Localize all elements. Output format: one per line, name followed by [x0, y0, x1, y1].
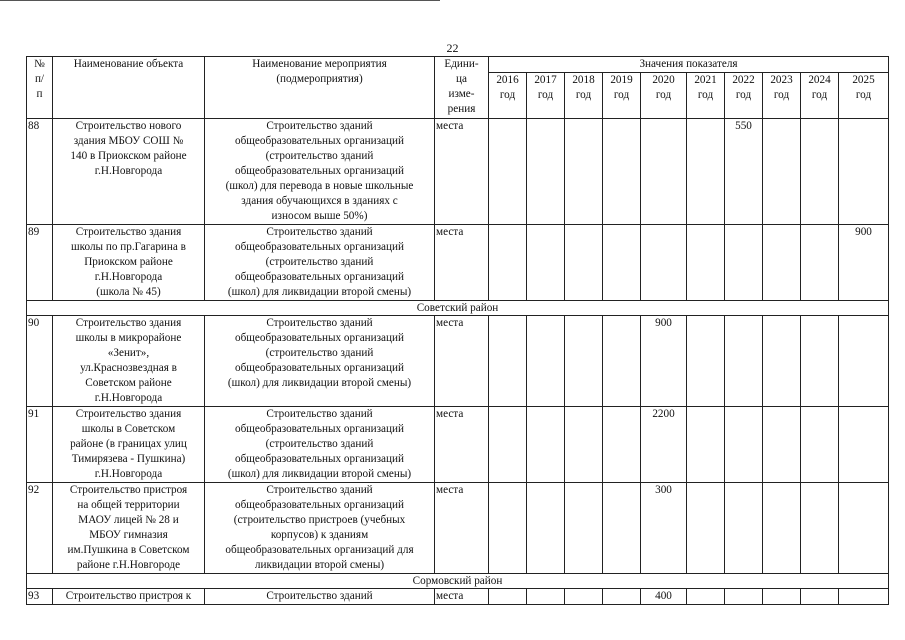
- value-cell: [527, 483, 565, 574]
- unit: места: [435, 483, 489, 574]
- activity-name: Строительство зданий общеобразовательных организаций (строительство зданий общеобразовательных организаций (школ) для ликвидации второй смены): [205, 316, 435, 407]
- value-cell: [725, 225, 763, 301]
- value-cell: [763, 483, 801, 574]
- object-name: Строительство здания школы в микрорайоне «Зенит», ул.Краснозвездная в Советском районе г.Н.Новгорода: [53, 316, 205, 407]
- value-cell: [839, 483, 889, 574]
- value-cell: [687, 483, 725, 574]
- section-row: [27, 301, 889, 316]
- value-cell: [527, 407, 565, 483]
- table-row: [27, 483, 889, 574]
- value-cell: [527, 316, 565, 407]
- unit: места: [435, 119, 489, 225]
- value-cell: 300: [641, 483, 687, 574]
- header-year: 2025 год: [839, 73, 889, 119]
- value-cell: [641, 225, 687, 301]
- activity-name: Строительство зданий общеобразовательных организаций (строительство зданий общеобразовательных организаций (школ) для ликвидации второй смены): [205, 225, 435, 301]
- value-cell: [687, 407, 725, 483]
- value-cell: [603, 119, 641, 225]
- table-row: [27, 119, 889, 225]
- section-row: [27, 574, 889, 589]
- value-cell: [565, 316, 603, 407]
- value-cell: [687, 119, 725, 225]
- value-cell: [839, 407, 889, 483]
- row-number: 92: [27, 483, 53, 574]
- header-row-1: [27, 57, 889, 73]
- value-cell: [763, 589, 801, 605]
- header-object: Наименование объекта: [53, 57, 205, 119]
- activity-name: Строительство зданий общеобразовательных организаций (строительство пристроев (учебных корпусов) к зданиям общеобразовательных организаций для ликвидации второй смены): [205, 483, 435, 574]
- header-no: № п/ п: [27, 57, 53, 119]
- value-cell: [763, 316, 801, 407]
- unit: места: [435, 589, 489, 605]
- unit: места: [435, 407, 489, 483]
- page-number: 22: [446, 41, 459, 55]
- header-year: 2019 год: [603, 73, 641, 119]
- header-values: Значения показателя: [489, 57, 889, 73]
- value-cell: [801, 589, 839, 605]
- value-cell: [489, 316, 527, 407]
- value-cell: [725, 407, 763, 483]
- value-cell: [839, 119, 889, 225]
- value-cell: [489, 119, 527, 225]
- row-number: 91: [27, 407, 53, 483]
- value-cell: [725, 316, 763, 407]
- row-number: 89: [27, 225, 53, 301]
- value-cell: [527, 225, 565, 301]
- value-cell: [763, 407, 801, 483]
- value-cell: [839, 316, 889, 407]
- header-year: 2016 год: [489, 73, 527, 119]
- value-cell: [801, 407, 839, 483]
- object-name: Строительство здания школы по пр.Гагарина в Приокском районе г.Н.Новгорода (школа № 45): [53, 225, 205, 301]
- row-number: 90: [27, 316, 53, 407]
- unit: места: [435, 225, 489, 301]
- section-title: Сормовский район: [27, 574, 889, 589]
- value-cell: [687, 589, 725, 605]
- header-year: 2017 год: [527, 73, 565, 119]
- top-rule: [0, 0, 440, 1]
- object-name: Строительство пристроя на общей территории МАОУ лицей № 28 и МБОУ гимназия им.Пушкина в Советском районе г.Н.Новгороде: [53, 483, 205, 574]
- header-year: 2021 год: [687, 73, 725, 119]
- header-year: 2024 год: [801, 73, 839, 119]
- value-cell: [725, 483, 763, 574]
- value-cell: [565, 483, 603, 574]
- value-cell: [489, 225, 527, 301]
- value-cell: [687, 316, 725, 407]
- table-row: [27, 316, 889, 407]
- section-title: Советский район: [27, 301, 889, 316]
- value-cell: [603, 483, 641, 574]
- activity-name: Строительство зданий: [205, 589, 435, 605]
- value-cell: [801, 316, 839, 407]
- value-cell: [489, 589, 527, 605]
- value-cell: [565, 225, 603, 301]
- value-cell: [565, 407, 603, 483]
- value-cell: [489, 407, 527, 483]
- value-cell: 900: [839, 225, 889, 301]
- activity-name: Строительство зданий общеобразовательных организаций (строительство зданий общеобразовательных организаций (школ) для ликвидации второй смены): [205, 407, 435, 483]
- value-cell: [527, 589, 565, 605]
- object-name: Строительство нового здания МБОУ СОШ № 140 в Приокском районе г.Н.Новгорода: [53, 119, 205, 225]
- header-year: 2020 год: [641, 73, 687, 119]
- value-cell: [565, 589, 603, 605]
- value-cell: 2200: [641, 407, 687, 483]
- value-cell: [763, 225, 801, 301]
- header-year: 2022 год: [725, 73, 763, 119]
- value-cell: [603, 589, 641, 605]
- header-year: 2018 год: [565, 73, 603, 119]
- row-number: 88: [27, 119, 53, 225]
- value-cell: [641, 119, 687, 225]
- row-number: 93: [27, 589, 53, 605]
- header-year: 2023 год: [763, 73, 801, 119]
- table-row: [27, 589, 889, 605]
- object-name: Строительство пристроя к: [53, 589, 205, 605]
- header-unit: Едини- ца изме- рения: [435, 57, 489, 119]
- table-row: [27, 225, 889, 301]
- value-cell: [801, 225, 839, 301]
- value-cell: [801, 119, 839, 225]
- value-cell: [687, 225, 725, 301]
- unit: места: [435, 316, 489, 407]
- value-cell: [603, 407, 641, 483]
- table-row: [27, 407, 889, 483]
- indicators-table: [26, 56, 889, 605]
- value-cell: 900: [641, 316, 687, 407]
- value-cell: [839, 589, 889, 605]
- value-cell: [603, 225, 641, 301]
- value-cell: [603, 316, 641, 407]
- header-activity: Наименование мероприятия (подмероприятия): [205, 57, 435, 119]
- value-cell: [725, 589, 763, 605]
- value-cell: [565, 119, 603, 225]
- value-cell: [763, 119, 801, 225]
- object-name: Строительство здания школы в Советском районе (в границах улиц Тимирязева - Пушкина) г.Н.Новгорода: [53, 407, 205, 483]
- activity-name: Строительство зданий общеобразовательных организаций (строительство зданий общеобразовательных организаций (школ) для перевода в новые школьные здания обучающихся в зданиях с износом выше 50%): [205, 119, 435, 225]
- value-cell: 550: [725, 119, 763, 225]
- value-cell: [801, 483, 839, 574]
- value-cell: [489, 483, 527, 574]
- value-cell: 400: [641, 589, 687, 605]
- value-cell: [527, 119, 565, 225]
